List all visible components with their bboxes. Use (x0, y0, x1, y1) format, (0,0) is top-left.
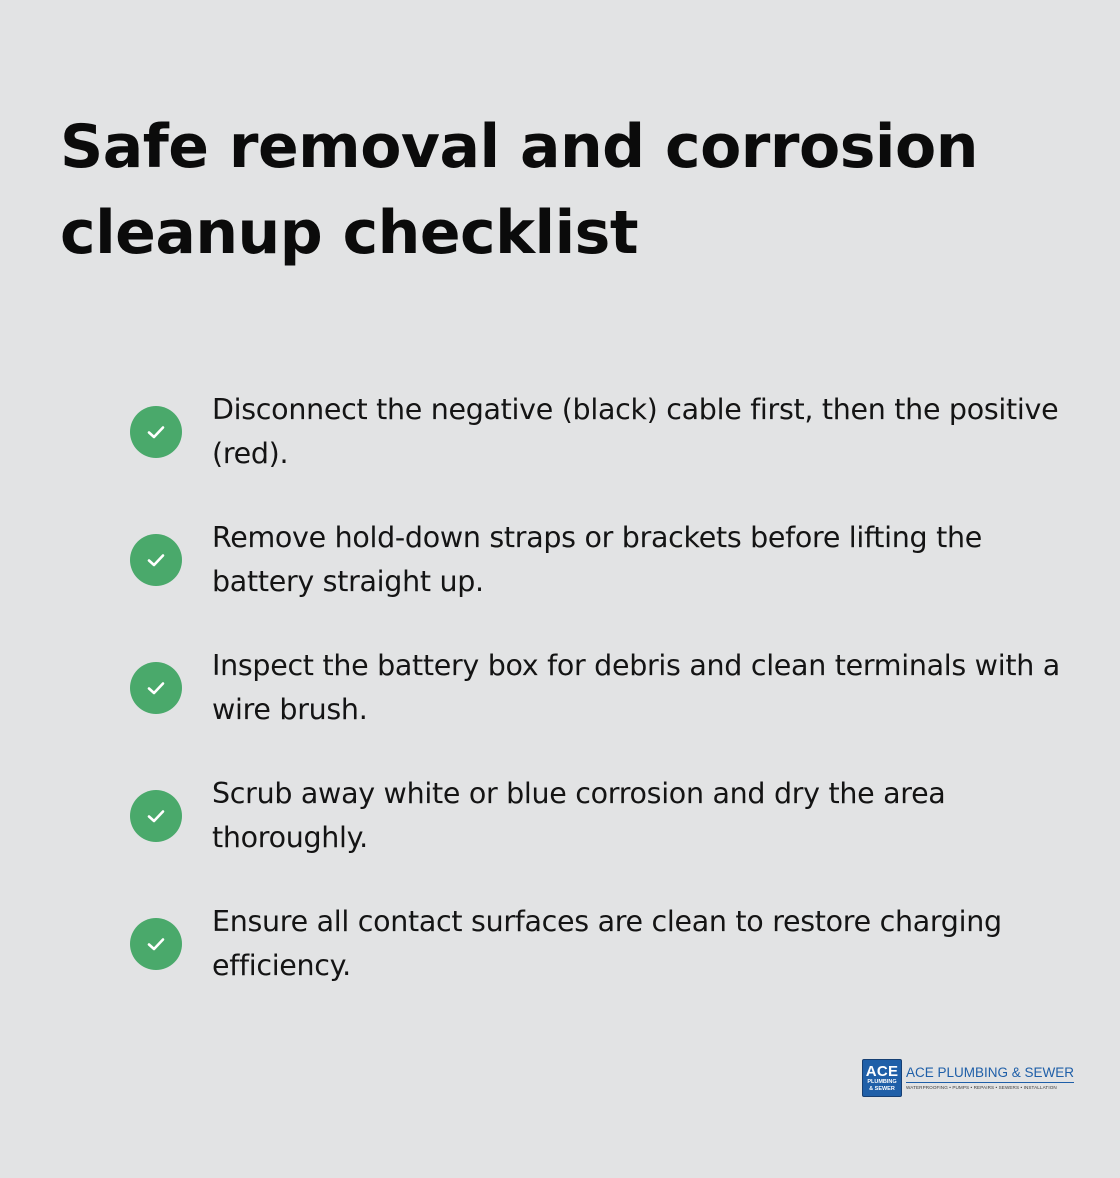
logo-badge-sub-line2: & SEWER (869, 1085, 895, 1092)
logo-badge (862, 1059, 902, 1097)
list-item-text: Ensure all contact surfaces are clean to restore charging efficiency. (212, 905, 1002, 982)
list-item (130, 752, 1070, 880)
page-title: Safe removal and corrosion cleanup checklist (60, 112, 978, 268)
list-item (130, 368, 1070, 496)
logo-name: ACE PLUMBING & SEWER (906, 1065, 1075, 1080)
check-circle-icon (130, 918, 182, 970)
check-circle-icon (130, 406, 182, 458)
list-item (130, 880, 1070, 1008)
check-circle-icon (130, 534, 182, 586)
list-item (130, 496, 1070, 624)
checkmark-icon (144, 548, 168, 572)
logo-badge-sub-line1: PLUMBING (867, 1079, 897, 1085)
logo-tagline: WATERPROOFING • PUMPS • REPAIRS • SEWERS • INSTALLATION (906, 1085, 1057, 1090)
list-item-text: Inspect the battery box for debris and clean terminals with a wire brush. (212, 649, 1060, 726)
logo-badge-main: ACE (865, 1063, 899, 1080)
checkmark-icon (144, 420, 168, 444)
checklist (130, 368, 1070, 1008)
checkmark-icon (144, 932, 168, 956)
check-circle-icon (130, 662, 182, 714)
logo-divider (906, 1082, 1074, 1083)
checkmark-icon (144, 804, 168, 828)
list-item (130, 624, 1070, 752)
checkmark-icon (144, 676, 168, 700)
logo-text (906, 1065, 1074, 1091)
list-item-text: Remove hold-down straps or brackets before lifting the battery straight up. (212, 521, 982, 598)
company-logo (862, 1058, 1074, 1098)
list-item-text: Disconnect the negative (black) cable first, then the positive (red). (212, 393, 1059, 470)
list-item-text: Scrub away white or blue corrosion and dry the area thoroughly. (212, 777, 946, 854)
check-circle-icon (130, 790, 182, 842)
